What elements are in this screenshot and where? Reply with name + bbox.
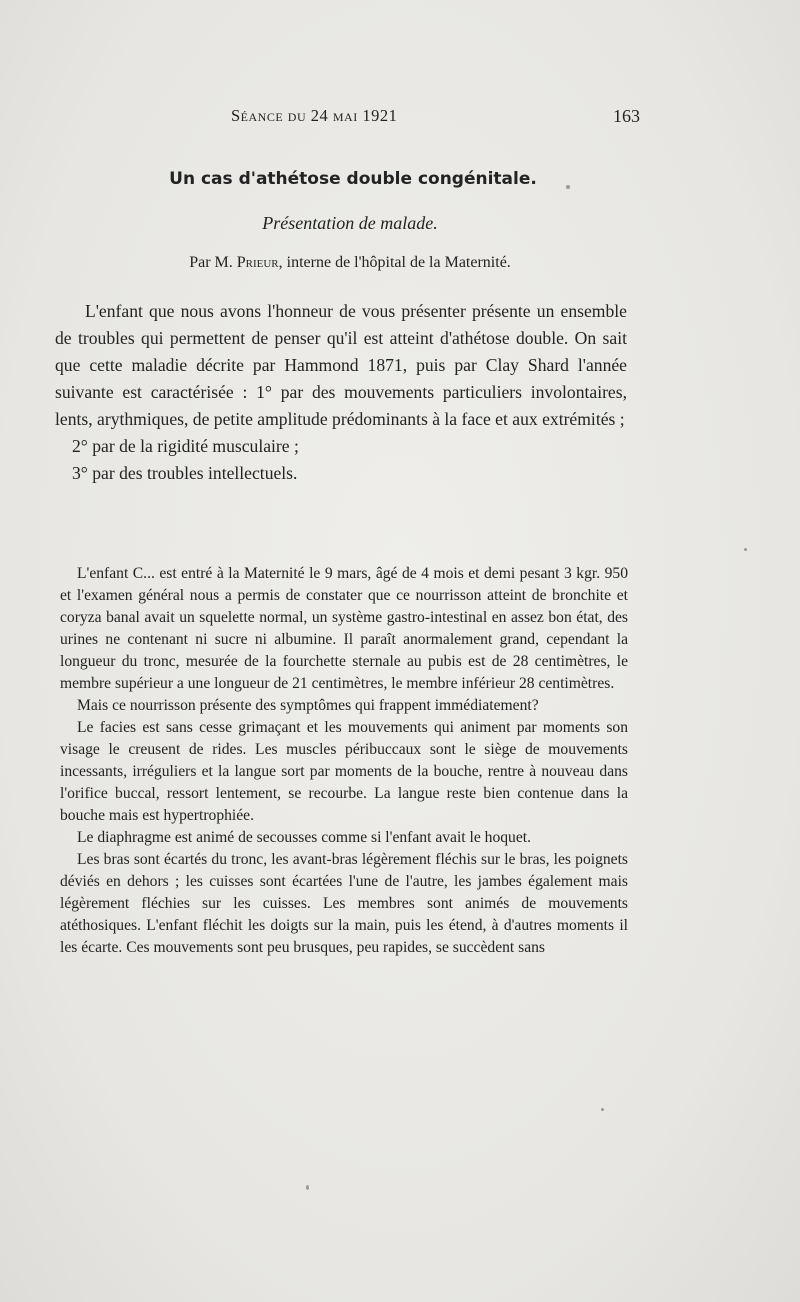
paper-speck <box>306 1185 309 1190</box>
paper-speck <box>601 1108 604 1111</box>
byline-author: Prieur <box>236 254 279 271</box>
lead-intro-paragraph: L'enfant que nous avons l'honneur de vous présenter présente un ensemble de troubles qui permettent de penser qu'il est atteint d'athétose double. On sait que cette maladie décrite par Hammond 1871, puis par Clay Shard l'année suivante est caractérisée : 1° par des mouvements particuliers involontaires, lents, arythmiques, de petite amplitude prédominants à la face et aux extrémités ; <box>55 301 627 429</box>
case-paragraph-3: Le facies est sans cesse grimaçant et les mouvements qui animent par moments son visage le creusent de rides. Les muscles péribuccaux sont le siège de mouvements incessants, irréguliers et la langue sort par moments de la bouche, rentre à nouveau dans l'orifice buccal, ressort lentement, se recourbe. La langue reste bien contenue dans la bouche mais est hypertrophiée. <box>60 719 628 824</box>
lead-list-item-2: 2° par de la rigidité musculaire ; <box>72 436 299 456</box>
article-byline <box>60 254 640 272</box>
lead-section <box>55 298 627 487</box>
case-paragraph-5: Les bras sont écartés du tronc, les avant-bras légèrement fléchis sur le bras, les poignets déviés en dehors ; les cuisses sont écartées l'une de l'autre, les jambes également mais légèrement fléchies sur les cuisses. Les membres sont animés de mouvements atéthosiques. L'enfant fléchit les doigts sur la main, puis les étend, à d'autres moments il les écarte. Ces mouvements sont peu brusques, peu rapides, se succèdent sans <box>60 851 628 956</box>
byline-suffix: , interne de l'hôpital de la Maternité. <box>278 254 511 271</box>
article-subtitle: Présentation de malade. <box>262 213 438 233</box>
running-head-prefix: Séance du <box>231 106 307 125</box>
case-report <box>60 563 628 959</box>
byline-prefix: Par M. <box>189 254 233 271</box>
running-head-day: 24 <box>310 106 329 125</box>
article-title: Un cas d'athétose double congénitale. <box>169 169 537 189</box>
page-number: 163 <box>613 106 640 126</box>
lead-list-item-3: 3° par des troubles intellectuels. <box>72 463 298 483</box>
paper-speck <box>744 548 747 551</box>
case-paragraph-4: Le diaphragme est animé de secousses comme si l'enfant avait le hoquet. <box>77 829 532 846</box>
running-head-month: mai <box>332 106 358 125</box>
page-header <box>60 106 640 130</box>
case-paragraph-2: Mais ce nourrisson présente des symptômes qui frappent immédiatement? <box>77 697 539 714</box>
running-head <box>231 106 397 126</box>
running-head-year: 1921 <box>362 106 398 125</box>
case-paragraph-1: L'enfant C... est entré à la Maternité le 9 mars, âgé de 4 mois et demi pesant 3 kgr. 950 et l'examen général nous a permis de constater que ce nourrisson atteint de bronchite et coryza banal avait un squelette normal, un système gastro-intestinal en assez bon état, des urines ne contenant ni sucre ni albumine. Il paraît anormalement grand, cependant la longueur du tronc, mesurée de la fourchette sternale au pubis est de 28 centimètres, le membre supérieur a une longueur de 21 centimètres, le membre inférieur 28 centimètres. <box>60 565 628 692</box>
paper-speck <box>566 185 570 189</box>
